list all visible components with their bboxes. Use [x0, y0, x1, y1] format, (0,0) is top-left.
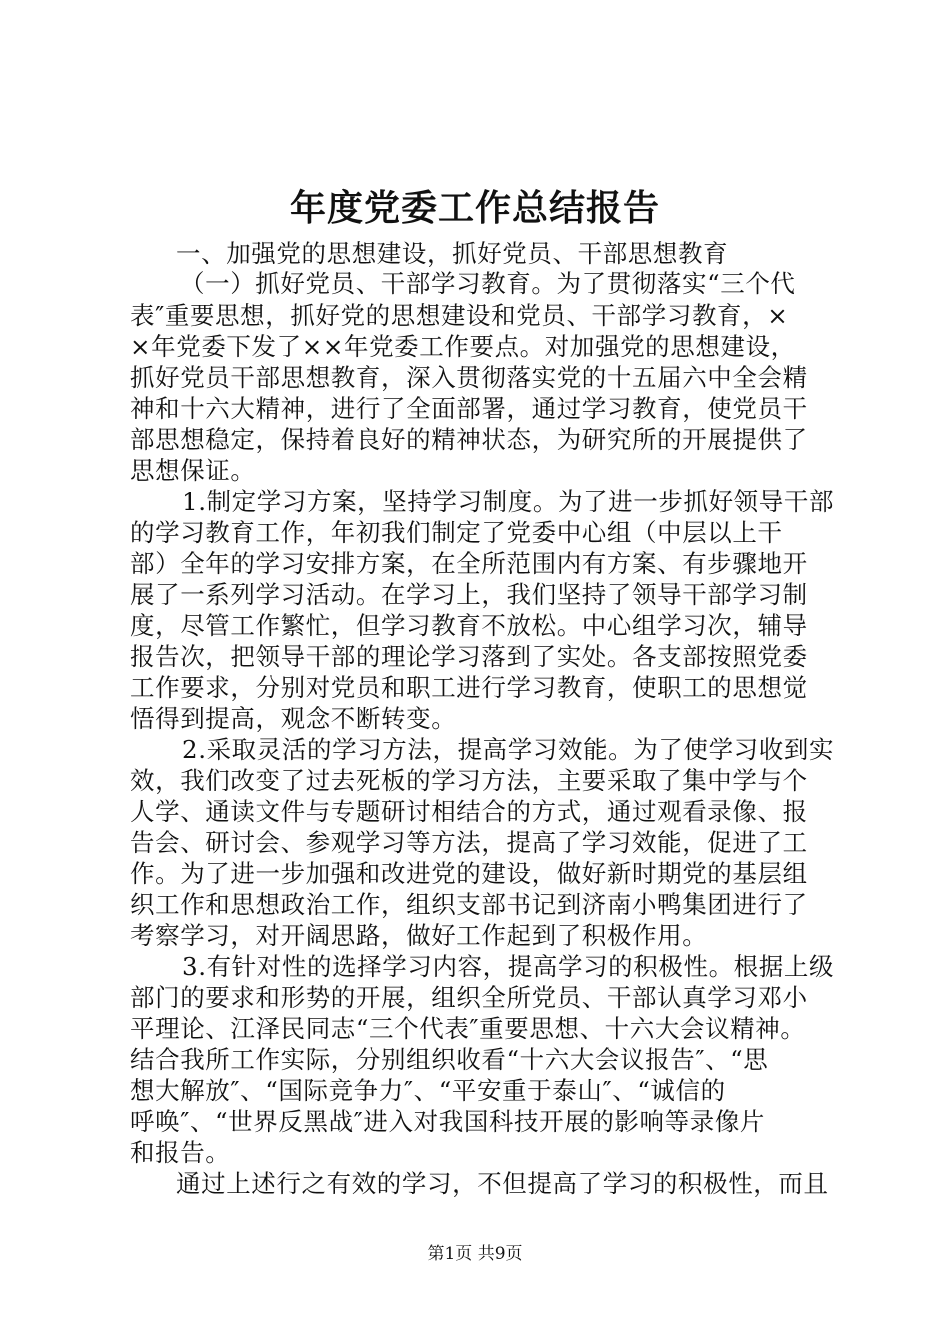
document-title: 年度党委工作总结报告: [289, 187, 660, 229]
body-line: 神和十六大精神，进行了全面部署，通过学习教育，使党员干: [130, 394, 808, 423]
body-line: 人学、通读文件与专题研讨相结合的方式，通过观看录像、报: [130, 797, 808, 826]
page-number: 第1页 共9页: [427, 1244, 523, 1264]
body-line: 展了一系列学习活动。在学习上，我们坚持了领导干部学习制: [130, 580, 808, 609]
body-line: 效，我们改变了过去死板的学习方法，主要采取了集中学与个: [130, 766, 808, 795]
body-line: 度，尽管工作繁忙，但学习教育不放松。中心组学习次，辅导: [130, 611, 808, 640]
body-line: 考察学习，对开阔思路，做好工作起到了积极作用。: [130, 921, 708, 950]
body-line: 抓好党员干部思想教育，深入贯彻落实党的十五届六中全会精: [130, 363, 808, 392]
body-line: 告会、研讨会、参观学习等方法，提高了学习效能，促进了工: [130, 828, 808, 857]
body-line: 呼唤″、“世界反黑战″进入对我国科技开展的影响等录像片: [130, 1107, 766, 1136]
body-line: 结合我所工作实际，分别组织收看“十六大会议报告″、“思: [130, 1045, 769, 1074]
body-line: ×年党委下发了××年党委工作要点。对加强党的思想建设，: [130, 332, 796, 361]
body-line: （一）抓好党员、干部学习教育。为了贯彻落实“三个代: [180, 269, 796, 298]
body-line: 平理论、江泽民同志“三个代表″重要思想、十六大会议精神。: [130, 1014, 806, 1043]
body-line: 思想保证。: [130, 456, 256, 485]
body-line: 织工作和思想政治工作，组织支部书记到济南小鸭集团进行了: [130, 890, 808, 919]
body-line: 部）全年的学习安排方案，在全所范围内有方案、有步骤地开: [130, 549, 808, 578]
body-line: 的学习教育工作，年初我们制定了党委中心组（中层以上干: [130, 518, 783, 547]
body-line: 报告次，把领导干部的理论学习落到了实处。各支部按照党委: [130, 642, 808, 671]
body-line: 表″重要思想，抓好党的思想建设和党员、干部学习教育，×: [130, 301, 789, 330]
section-heading: 一、加强党的思想建设，抓好党员、干部思想教育: [176, 239, 729, 268]
body-line: 和报告。: [130, 1138, 231, 1167]
body-line: 部思想稳定，保持着良好的精神状态，为研究所的开展提供了: [130, 425, 808, 454]
body-line: 部门的要求和形势的开展，组织全所党员、干部认真学习邓小: [130, 983, 808, 1012]
numbered-paragraph-start: 1.制定学习方案，坚持学习制度。为了进一步抓好领导干部: [182, 487, 835, 516]
numbered-paragraph-start: 3.有针对性的选择学习内容，提高学习的积极性。根据上级: [182, 952, 835, 981]
body-line: 想大解放″、“国际竞争力″、“平安重于泰山″、“诚信的: [130, 1076, 726, 1105]
body-line: 工作要求，分别对党员和职工进行学习教育，使职工的思想觉: [130, 673, 808, 702]
paragraph-start: 通过上述行之有效的学习，不但提高了学习的积极性，而且: [176, 1169, 829, 1198]
body-line: 悟得到提高，观念不断转变。: [130, 704, 457, 733]
body-line: 作。为了进一步加强和改进党的建设，做好新时期党的基层组: [130, 859, 808, 888]
numbered-paragraph-start: 2.采取灵活的学习方法，提高学习效能。为了使学习收到实: [182, 735, 835, 764]
